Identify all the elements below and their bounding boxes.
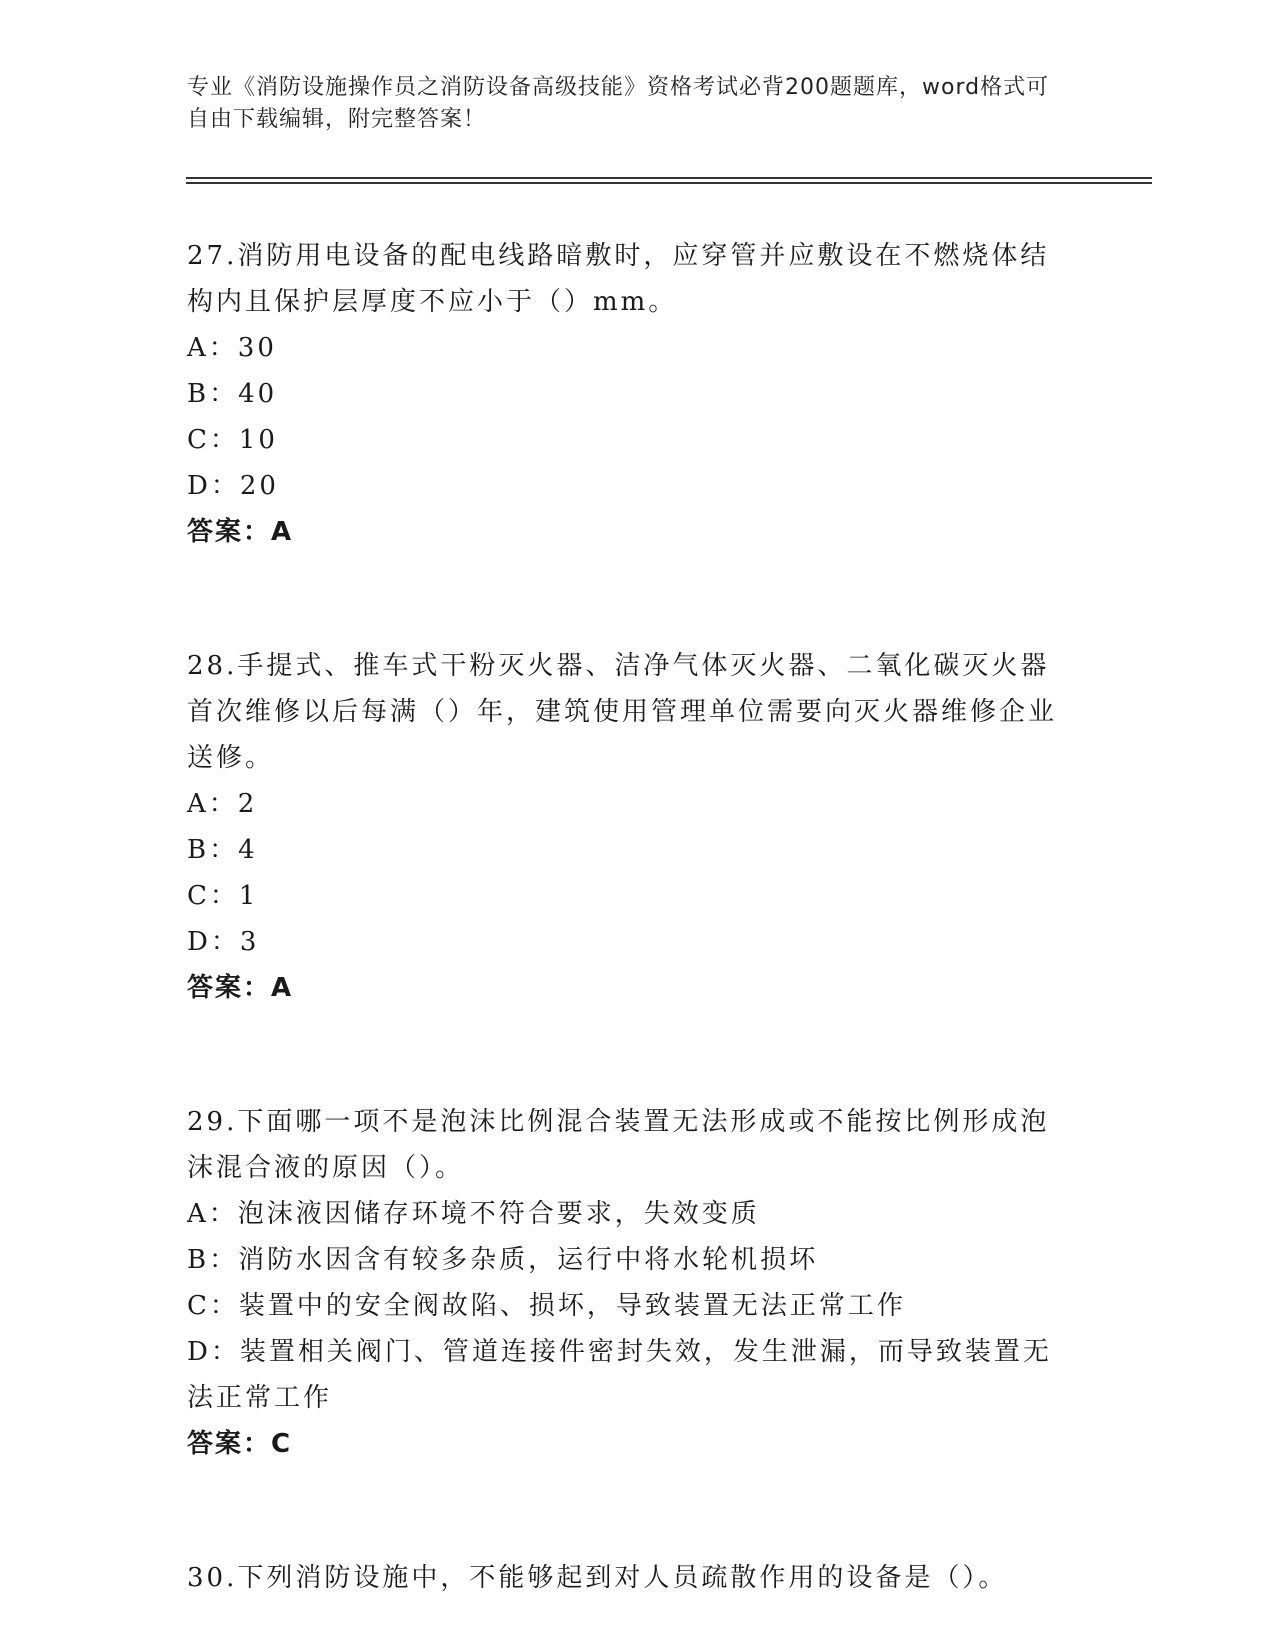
option-a: A：2 [187, 789, 258, 819]
option-a: A：30 [187, 333, 277, 363]
question-text: 29.下面哪一项不是泡沫比例混合装置无法形成或不能按比例形成泡沫混合液的原因（）。 [187, 1107, 1050, 1183]
question-text: 30.下列消防设施中，不能够起到对人员疏散作用的设备是（）。 [187, 1563, 1008, 1593]
question-29 [187, 1099, 1077, 1467]
question-27 [187, 233, 1077, 555]
option-c: C：10 [187, 425, 278, 455]
option-c: C：装置中的安全阀故陷、损坏，导致装置无法正常工作 [187, 1291, 906, 1321]
option-b: B：4 [187, 835, 258, 865]
spacer [187, 555, 1077, 643]
option-a: A：泡沫液因储存环境不符合要求，失效变质 [187, 1199, 760, 1229]
document-header: 专业《消防设施操作员之消防设备高级技能》资格考试必背200题题库，word格式可自由下载编辑，附完整答案！ [187, 75, 1050, 132]
option-c: C：1 [187, 881, 259, 911]
question-28 [187, 643, 1077, 1011]
spacer [187, 1467, 1077, 1555]
option-b: B：40 [187, 379, 278, 409]
question-text: 28.手提式、推车式干粉灭火器、洁净气体灭火器、二氧化碳灭火器首次维修以后每满（）年，建筑使用管理单位需要向灭火器维修企业送修。 [187, 651, 1058, 773]
question-list [187, 233, 1077, 1601]
question-text: 27.消防用电设备的配电线路暗敷时，应穿管并应敷设在不燃烧体结构内且保护层厚度不应小于（）mm。 [187, 241, 1050, 317]
header-divider-bottom [186, 182, 1152, 184]
question-30 [187, 1555, 1077, 1601]
spacer [187, 1011, 1077, 1099]
option-d: D：装置相关阀门、管道连接件密封失效，发生泄漏，而导致装置无法正常工作 [187, 1337, 1052, 1413]
option-b: B：消防水因含有较多杂质，运行中将水轮机损坏 [187, 1245, 819, 1275]
answer: 答案：C [187, 1429, 293, 1459]
answer: 答案：A [187, 517, 294, 547]
header-divider-top [186, 177, 1152, 179]
option-d: D：3 [187, 927, 260, 957]
option-d: D：20 [187, 471, 279, 501]
answer: 答案：A [187, 973, 294, 1003]
